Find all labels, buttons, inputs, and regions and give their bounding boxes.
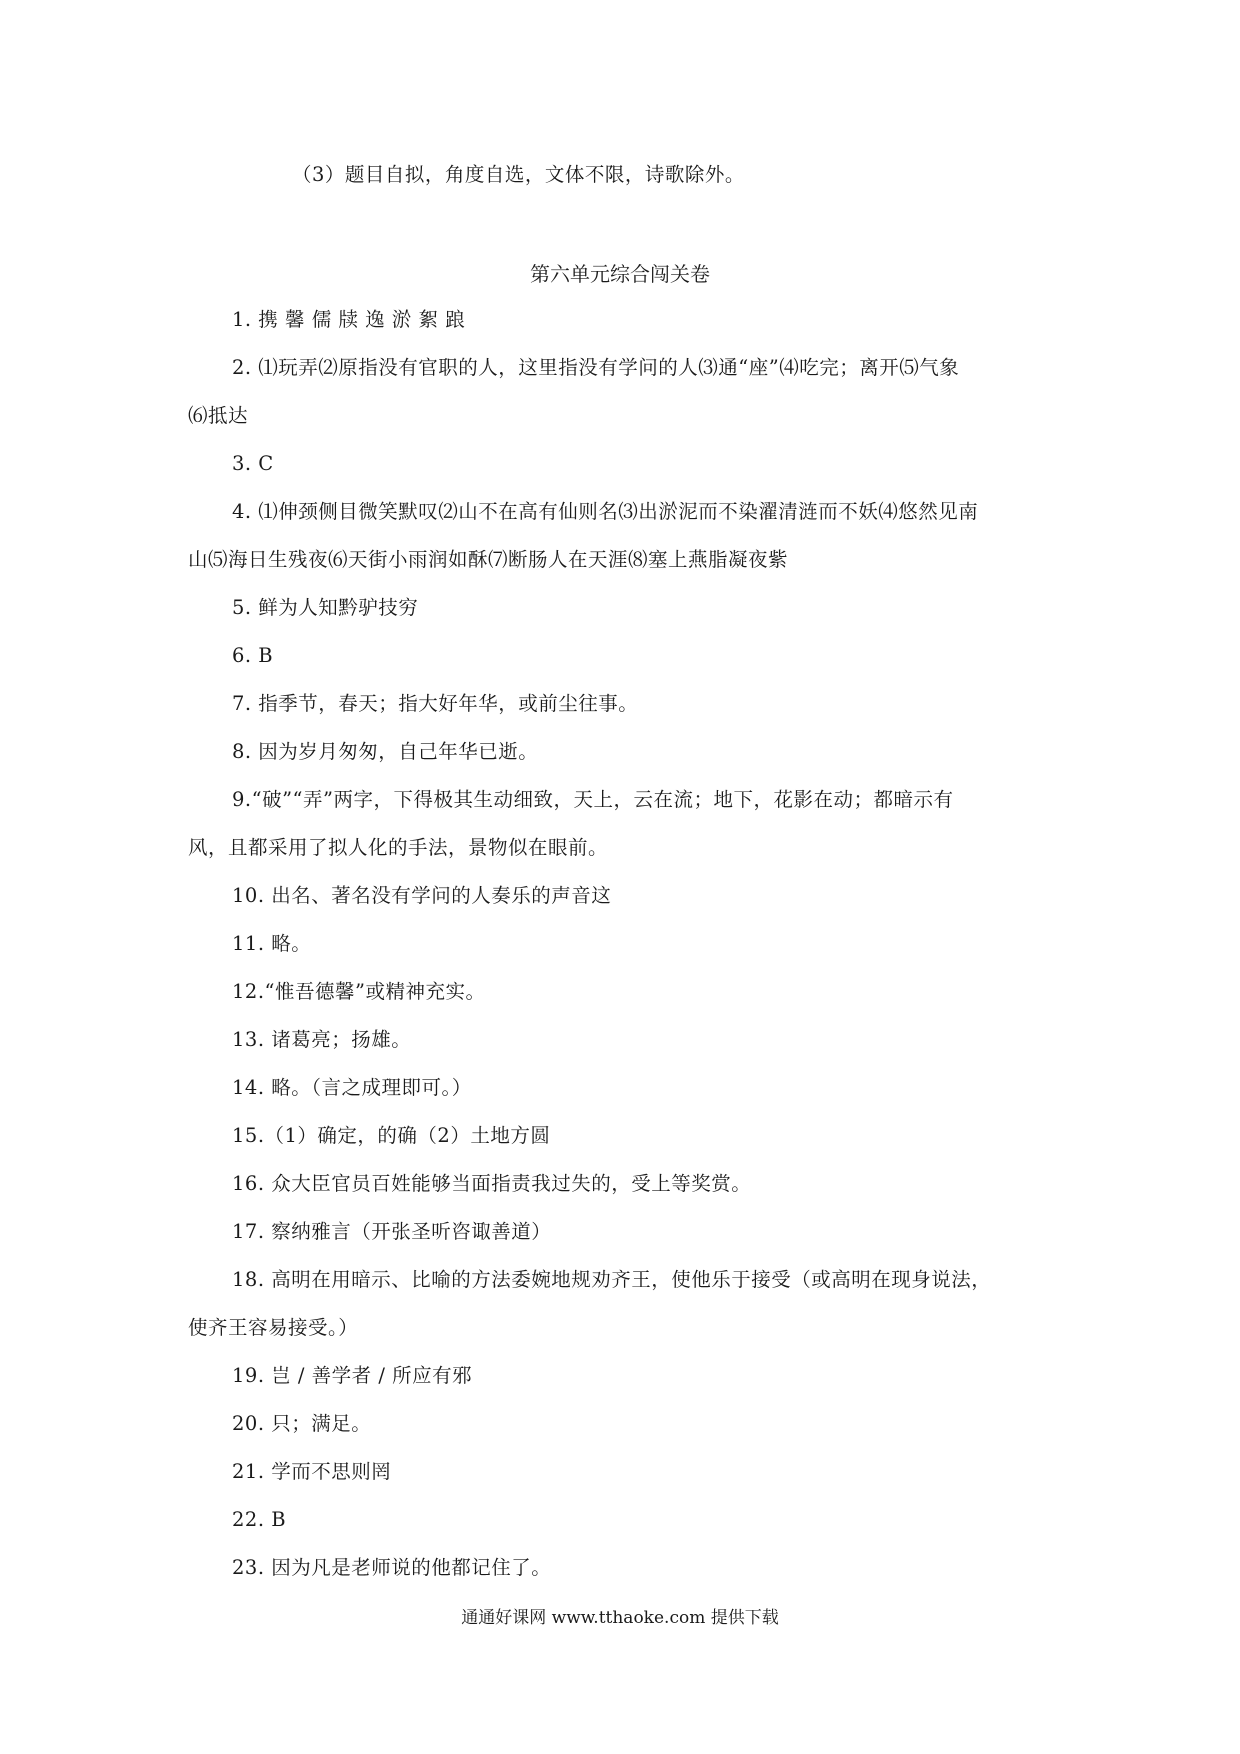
answer-line: 18. 高明在用暗示、比喻的方法委婉地规劝齐王，使他乐于接受（或高明在现身说法， xyxy=(232,1268,992,1291)
answer-line: 16. 众大臣官员百姓能够当面指责我过失的，受上等奖赏。 xyxy=(232,1172,752,1195)
answer-line: 13. 诸葛亮；扬雄。 xyxy=(232,1028,412,1051)
answer-line: 山⑸海日生残夜⑹天街小雨润如酥⑺断肠人在天涯⑻塞上燕脂凝夜紫 xyxy=(188,548,789,571)
answer-line: 17. 察纳雅言（开张圣听咨诹善道） xyxy=(232,1220,552,1243)
answer-line: 9.“破”“弄”两字，下得极其生动细致，天上，云在流；地下，花影在动；都暗示有 xyxy=(232,788,954,811)
answer-line: 5. 鲜为人知黔驴技穷 xyxy=(232,596,419,619)
answer-line: 8. 因为岁月匆匆，自己年华已逝。 xyxy=(232,740,539,763)
answer-line: 14. 略。（言之成理即可。） xyxy=(232,1076,472,1099)
intro-line: （3）题目自拟，角度自选，文体不限，诗歌除外。 xyxy=(292,163,745,186)
answer-line: 6. B xyxy=(232,644,274,667)
footer-credit: 通通好课网 www.tthaoke.com 提供下载 xyxy=(461,1608,779,1628)
answer-line: 使齐王容易接受。） xyxy=(188,1316,359,1339)
answer-line: 21. 学而不思则罔 xyxy=(232,1460,392,1483)
answer-line: 19. 岂 / 善学者 / 所应有邪 xyxy=(232,1364,473,1387)
answer-line: 7. 指季节，春天；指大好年华，或前尘往事。 xyxy=(232,692,639,715)
answer-line: 20. 只；满足。 xyxy=(232,1412,372,1435)
answer-line: 10. 出名、著名没有学问的人奏乐的声音这 xyxy=(232,884,612,907)
answer-line: 3. C xyxy=(232,452,274,475)
answer-line: 23. 因为凡是老师说的他都记住了。 xyxy=(232,1556,552,1579)
answer-line: 15.（1）确定，的确（2）土地方圆 xyxy=(232,1124,551,1147)
answer-line: 风，且都采用了拟人化的手法，景物似在眼前。 xyxy=(188,836,609,859)
answer-line: 12.“惟吾德馨”或精神充实。 xyxy=(232,980,486,1003)
answer-line: 4. ⑴伸颈侧目微笑默叹⑵山不在高有仙则名⑶出淤泥而不染濯清涟而不妖⑷悠然见南 xyxy=(232,500,979,523)
answer-line: 2. ⑴玩弄⑵原指没有官职的人，这里指没有学问的人⑶通“座”⑷吃完；离开⑸气象 xyxy=(232,356,960,379)
answer-line: ⑹抵达 xyxy=(188,404,249,427)
answer-line: 22. B xyxy=(232,1508,287,1531)
answer-line: 11. 略。 xyxy=(232,932,312,955)
answer-line: 1. 携 馨 儒 牍 逸 淤 絮 踉 xyxy=(232,308,466,331)
section-title: 第六单元综合闯关卷 xyxy=(530,262,710,286)
